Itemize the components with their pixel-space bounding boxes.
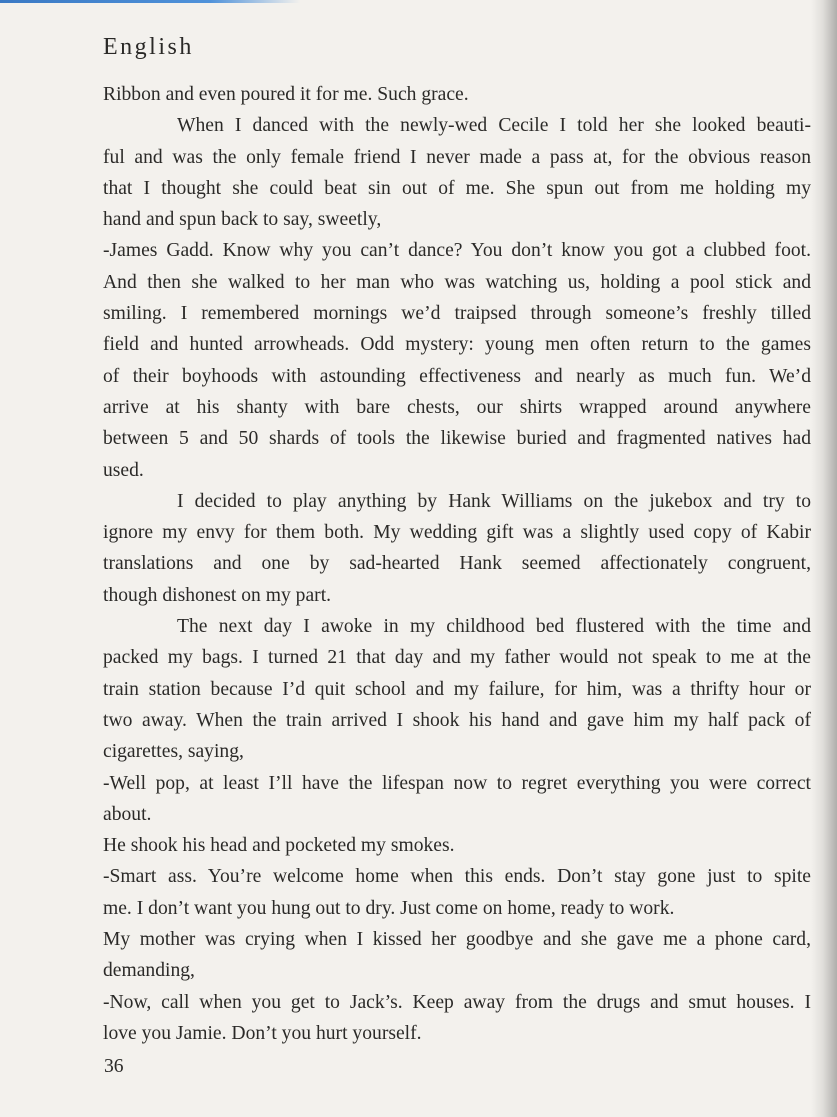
body-text xyxy=(103,79,811,1049)
text-line: When I danced with the newly-wed Cecile I told her she looked beauti- xyxy=(177,115,811,137)
text-line: packed my bags. I turned 21 that day and my father would not speak to me at the xyxy=(103,647,811,669)
text-line: of their boyhoods with astounding effectiveness and nearly as much fun. We’d xyxy=(103,365,811,387)
text-line: -James Gadd. Know why you can’t dance? You don’t know you got a clubbed foot. xyxy=(103,240,811,262)
text-line: two away. When the train arrived I shook his hand and gave him my half pack of xyxy=(103,709,811,731)
text-line: used. xyxy=(103,459,144,481)
text-line: smiling. I remembered mornings we’d traipsed through someone’s freshly tilled xyxy=(103,303,811,325)
page-edge-shadow xyxy=(811,0,837,1117)
text-line: He shook his head and pocketed my smokes. xyxy=(103,835,455,857)
text-line: that I thought she could beat sin out of me. She spun out from me holding my xyxy=(103,177,811,199)
text-line: ignore my envy for them both. My wedding gift was a slightly used copy of Kabir xyxy=(103,522,811,544)
text-line: My mother was crying when I kissed her goodbye and she gave me a phone card, xyxy=(103,929,811,951)
text-line: between 5 and 50 shards of tools the likewise buried and fragmented natives had xyxy=(103,428,811,450)
text-line: translations and one by sad-hearted Hank seemed affectionately congruent, xyxy=(103,553,811,575)
text-line: me. I don’t want you hung out to dry. Just come on home, ready to work. xyxy=(103,897,675,919)
text-line: field and hunted arrowheads. Odd mystery: young men often return to the games xyxy=(103,334,811,356)
text-line: And then she walked to her man who was watching us, holding a pool stick and xyxy=(103,271,811,293)
text-line: -Now, call when you get to Jack’s. Keep away from the drugs and smut houses. I xyxy=(103,991,811,1013)
text-line: train station because I’d quit school and my failure, for him, was a thrifty hour or xyxy=(103,678,811,700)
text-line: cigarettes, saying, xyxy=(103,741,244,763)
running-header: English xyxy=(103,34,194,60)
text-line: -Well pop, at least I’ll have the lifespan now to regret everything you were correct xyxy=(103,772,811,794)
page-number: 36 xyxy=(104,1056,124,1077)
top-accent-bar xyxy=(0,0,300,3)
text-line: ful and was the only female friend I never made a pass at, for the obvious reason xyxy=(103,146,811,168)
text-line: about. xyxy=(103,803,152,825)
text-line: Ribbon and even poured it for me. Such grace. xyxy=(103,84,469,105)
text-line: hand and spun back to say, sweetly, xyxy=(103,209,382,231)
text-line: I decided to play anything by Hank Williams on the jukebox and try to xyxy=(177,490,811,512)
text-line: though dishonest on my part. xyxy=(103,584,332,606)
text-line: The next day I awoke in my childhood bed flustered with the time and xyxy=(177,616,811,638)
text-line: love you Jamie. Don’t you hurt yourself. xyxy=(103,1022,422,1044)
text-line: arrive at his shanty with bare chests, our shirts wrapped around anywhere xyxy=(103,396,811,418)
text-line: -Smart ass. You’re welcome home when this ends. Don’t stay gone just to spite xyxy=(103,866,811,888)
text-line: demanding, xyxy=(103,960,195,982)
